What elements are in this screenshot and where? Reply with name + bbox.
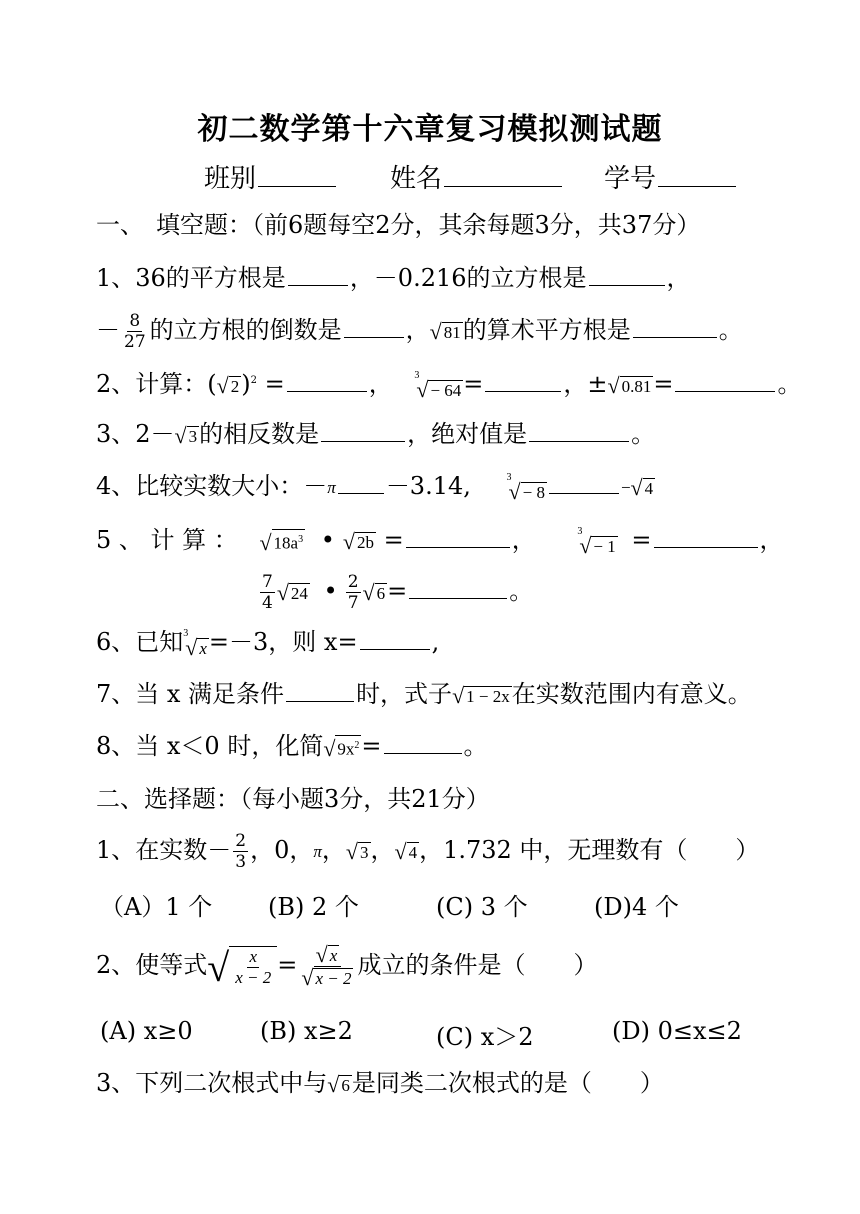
fill-question-6 <box>96 627 439 659</box>
choice-2-option-c[interactable]: (C) x＞2 <box>436 1023 534 1051</box>
text: = <box>463 370 484 398</box>
class-field <box>204 158 338 195</box>
fill-question-1-line2 <box>96 311 743 352</box>
fill-question-3 <box>96 419 655 449</box>
text: 。 <box>718 316 743 344</box>
text: 。 <box>463 732 488 760</box>
answer-blank <box>409 576 507 599</box>
fill-question-4 <box>96 471 655 503</box>
choice-1-option-d[interactable]: (D)4 个 <box>594 893 679 921</box>
id-field <box>604 158 738 195</box>
choice-1-option-a[interactable]: （A）1 个 <box>100 893 213 921</box>
choice-2-option-d[interactable]: (D) 0≤x≤2 <box>612 1017 742 1045</box>
denominator: 7 <box>347 593 359 613</box>
radicand: 2b <box>356 532 374 552</box>
text: －3.14, <box>385 472 471 500</box>
text: 时，式子 <box>356 680 453 708</box>
square-root: √ $9x^2$ <box>323 735 360 761</box>
numerator: 2 <box>347 572 359 592</box>
text: 是同类二次根式的是（ ） <box>351 1069 664 1097</box>
fraction <box>346 572 361 613</box>
answer-blank <box>675 369 775 392</box>
text: ，1.732 中，无理数有（ ） <box>419 836 760 864</box>
fraction <box>233 831 248 872</box>
text: = <box>387 577 408 605</box>
fill-question-5-line2 <box>258 572 533 613</box>
answer-blank <box>633 315 717 338</box>
fill-question-8 <box>96 731 488 761</box>
radicand: − 1 <box>593 536 616 556</box>
square-root: √ 4 <box>394 838 418 864</box>
text: 2、计算：( <box>96 370 217 398</box>
radicand: x − 2 <box>315 969 352 988</box>
text: ， <box>511 526 536 554</box>
fill-question-2 <box>96 366 801 401</box>
text: = <box>256 370 285 398</box>
square-root: √ 3 <box>174 422 198 448</box>
answer-blank <box>485 369 561 392</box>
text: 3、下列二次根式中与 <box>96 1069 328 1097</box>
name-label: 姓名 <box>390 164 443 194</box>
answer-blank <box>286 679 354 702</box>
section2-heading: 二、选择题：（每小题3分，共21分） <box>96 785 490 813</box>
text: 4、比较实数大小：－ <box>96 472 328 500</box>
exponent: 2 <box>354 740 360 752</box>
answer-blank <box>384 731 462 754</box>
square-root-fraction: √ $\frac{x}{x - 2}$ <box>207 946 277 988</box>
square-root: √ 2 <box>216 372 240 398</box>
square-root: √ 6 <box>362 579 386 605</box>
text: ， <box>405 316 430 344</box>
square-root: √ 1 − 2x <box>452 682 510 708</box>
text: 在实数范围内有意义。 <box>511 680 752 708</box>
page-title: 初二数学第十六章复习模拟测试题 <box>197 112 663 147</box>
numerator: x <box>249 946 258 966</box>
text: ， <box>666 264 691 292</box>
multiply-dot: • <box>320 526 335 554</box>
numerator: 7 <box>262 572 273 592</box>
answer-blank <box>529 419 629 442</box>
text: , <box>431 628 440 656</box>
text: 3、2－ <box>96 420 175 448</box>
text: = <box>277 951 298 979</box>
text: 8、当 x＜0 时，化简 <box>96 732 324 760</box>
class-blank <box>258 164 336 187</box>
radicand: − 64 <box>430 380 462 400</box>
pi-symbol: π <box>327 477 336 497</box>
name-blank <box>444 164 562 187</box>
radicand: − 8 <box>522 482 545 502</box>
square-root: √ 2b <box>342 528 374 554</box>
text: = <box>653 370 674 398</box>
answer-blank <box>321 419 405 442</box>
cube-root: 3 √ x <box>183 627 207 660</box>
exponent: 2 <box>250 375 257 386</box>
answer-blank <box>406 525 510 548</box>
radicand: 6 <box>341 1075 350 1095</box>
square-root: √ 0.81 <box>607 372 652 398</box>
choice-2-option-a[interactable]: (A) x≥0 <box>100 1017 193 1045</box>
radicand: 3 <box>360 842 369 862</box>
text: ，± <box>563 370 608 398</box>
square-root: √ 81 <box>429 318 461 344</box>
text: － <box>96 316 120 344</box>
text: 1、在实数－ <box>96 836 232 864</box>
radicand: 4 <box>408 842 418 862</box>
text: ，0， <box>250 836 314 864</box>
text: ， <box>368 370 393 398</box>
denominator: x − 2 <box>235 967 272 987</box>
radicand: 9x <box>337 739 355 759</box>
text: 。 <box>509 577 534 605</box>
square-root: √ 6 <box>327 1071 350 1097</box>
answer-blank <box>589 263 665 286</box>
id-blank <box>658 164 736 187</box>
answer-blank <box>654 525 758 548</box>
choice-1-option-c[interactable]: (C) 3 个 <box>436 893 528 921</box>
answer-blank <box>549 471 619 494</box>
radicand: 2 <box>230 376 240 396</box>
text: ， <box>370 836 395 864</box>
square-root: √ 4 <box>630 474 654 500</box>
choice-2-option-b[interactable]: (B) x≥2 <box>260 1017 353 1045</box>
text: 成立的条件是（ ） <box>357 951 598 979</box>
text: 的算术平方根是 <box>462 316 631 344</box>
text: ， <box>321 836 346 864</box>
text: 7、当 x 满足条件 <box>96 680 285 708</box>
fraction-of-roots: √ x √ x − 2 <box>301 942 352 990</box>
choice-1-option-b[interactable]: (B) 2 个 <box>268 893 359 921</box>
exponent: 3 <box>298 534 304 546</box>
radicand: x <box>329 946 338 965</box>
radicand: 1 − 2x <box>466 686 510 706</box>
multiply-dot: • <box>323 577 338 605</box>
answer-blank <box>338 471 384 494</box>
fill-question-5-line1 <box>96 525 784 557</box>
radicand: 6 <box>376 583 386 603</box>
name-field <box>390 158 564 195</box>
text: 1、36的平方根是 <box>96 264 286 292</box>
numerator: 8 <box>129 311 141 331</box>
text: = <box>631 526 652 554</box>
radicand: 81 <box>443 322 461 342</box>
radicand: 0.81 <box>621 376 652 396</box>
answer-blank <box>360 627 430 650</box>
answer-blank <box>344 315 404 338</box>
radicand: 18a <box>273 533 299 553</box>
fraction <box>260 572 275 613</box>
text: ，绝对值是 <box>407 420 528 448</box>
text: 。 <box>631 420 656 448</box>
text: ，－0.216的立方根是 <box>349 264 587 292</box>
numerator: 2 <box>235 831 247 851</box>
text: 。 <box>777 370 802 398</box>
section1-heading: 一、 填空题：（前6题每空2分，其余每题3分，共37分） <box>96 211 701 239</box>
cube-root: 3 √ − 8 <box>506 471 545 504</box>
fraction <box>233 947 273 988</box>
cube-root: 3 √ − 64 <box>414 369 462 402</box>
choice-question-2 <box>96 944 597 989</box>
radicand: 3 <box>188 426 198 446</box>
denominator: 3 <box>235 852 247 872</box>
fill-question-7 <box>96 679 752 709</box>
text: 的立方根的倒数是 <box>149 316 342 344</box>
id-label: 学号 <box>604 164 657 194</box>
fill-question-1-line1 <box>96 263 691 293</box>
pi-symbol: π <box>313 841 322 861</box>
radicand: 4 <box>644 478 654 498</box>
text: ， <box>759 526 784 554</box>
denominator: 4 <box>262 593 273 613</box>
text: 6、已知 <box>96 628 184 656</box>
square-root: √ $18a^3$ <box>259 529 304 555</box>
text: 2、使等式 <box>96 951 208 979</box>
minus-sign: − <box>620 477 631 497</box>
radicand: x <box>199 638 207 658</box>
text: = <box>383 526 404 554</box>
answer-blank <box>287 369 367 392</box>
text: =－3，则 x= <box>208 628 358 656</box>
text: 的相反数是 <box>199 420 320 448</box>
square-root: √ 24 <box>276 579 308 605</box>
square-root: √ 3 <box>345 838 369 864</box>
cube-root: 3 √ − 1 <box>577 525 616 558</box>
radicand: 24 <box>290 583 308 603</box>
class-label: 班别 <box>204 164 257 194</box>
text: 5 、 计 算 ： <box>96 526 238 554</box>
choice-question-1 <box>96 831 759 872</box>
denominator: 27 <box>124 332 146 352</box>
text: ) <box>241 370 251 398</box>
fraction <box>122 311 148 352</box>
choice-question-3 <box>96 1068 664 1098</box>
text: = <box>361 732 382 760</box>
answer-blank <box>288 263 348 286</box>
